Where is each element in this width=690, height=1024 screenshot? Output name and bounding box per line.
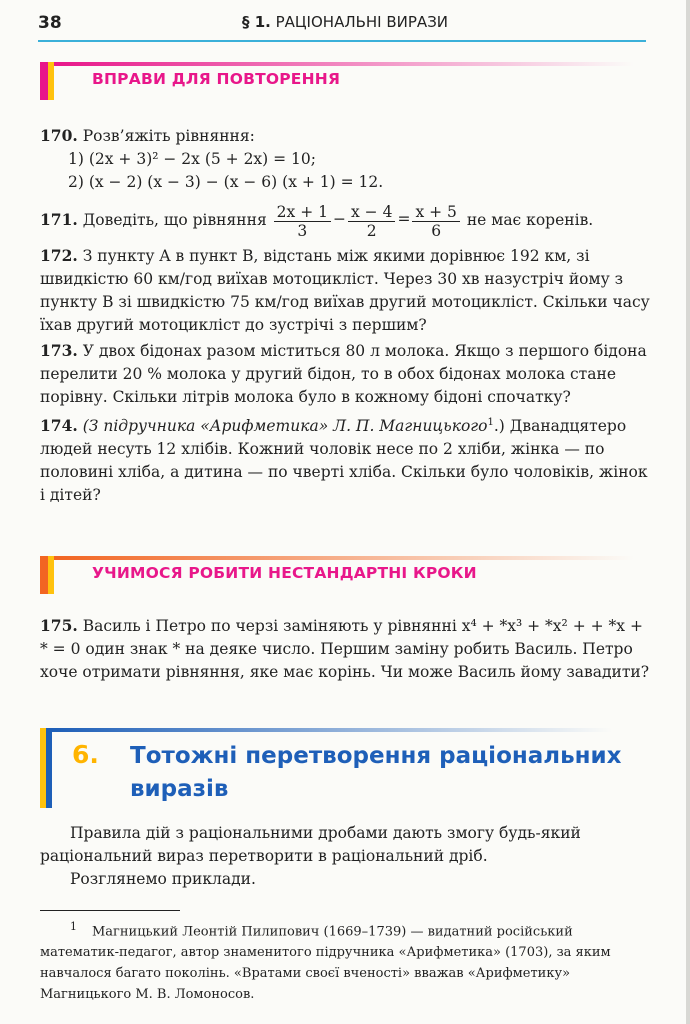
- paragraph: Розглянемо приклади.: [70, 870, 256, 888]
- fraction-3: [412, 203, 459, 240]
- exercise-text-tail: не має коренів.: [466, 211, 594, 229]
- banner-accent-bar: [40, 62, 54, 100]
- section-prefix: § 1.: [241, 13, 271, 31]
- exercise-number: 174.: [40, 416, 78, 436]
- exercise-text: Василь і Петро по черзі заміняють у рівнянні x⁴ + *x³ + *x² + + *x + * = 0 один знак * на деяке число. Першим заміну робить Василь. Петро хоче отримати рівняння, яке має корінь. Чи може Василь йому завадити?: [40, 617, 650, 681]
- exercise-text: Доведіть, що рівняння: [82, 211, 267, 229]
- exercise-number: 175.: [40, 616, 78, 635]
- exercise-source: (З підручника «Арифметика» Л. П. Магницького: [82, 417, 488, 436]
- footnote-rule: [40, 910, 180, 911]
- chapter-accent-bar: [40, 728, 52, 808]
- page-header: [0, 0, 690, 44]
- exercise-175: [40, 614, 652, 684]
- section-title: РАЦІОНАЛЬНІ ВИРАЗИ: [275, 13, 449, 31]
- fraction-numerator: 2x + 1: [274, 203, 331, 222]
- footnote-mark: 1: [70, 920, 77, 933]
- fraction-numerator: x + 5: [412, 203, 459, 222]
- paragraph: Правила дій з раціональними дробами дають змогу будь-який раціональний вираз перетворити в раціональний дріб.: [40, 824, 581, 865]
- fraction-numerator: x − 4: [348, 203, 395, 222]
- chapter-title: Тотожні перетворення раціональних виразів: [130, 743, 622, 802]
- section-heading: [0, 13, 690, 31]
- exercise-171: [40, 198, 652, 242]
- banner-stripe: [54, 62, 634, 66]
- exercise-number: 170.: [40, 126, 78, 145]
- footnote: [40, 916, 652, 1005]
- equals-sign: =: [397, 210, 411, 228]
- exercise-text: Дванадцятеро людей несуть 12 хлібів. Кожний чоловік несе по 2 хліби, жінка — по половині хліба, а дитина — по чверті хліба. Скільки було чоловіків, жінок і дітей?: [40, 417, 648, 505]
- page-edge: [686, 0, 690, 1024]
- banner-accent-bar: [40, 556, 54, 594]
- exercise-number: 171.: [40, 210, 78, 229]
- fraction-2: [348, 203, 395, 240]
- exercise-170-part-1: 1) (2x + 3)² − 2x (5 + 2x) = 10;: [68, 150, 317, 168]
- minus-sign: −: [332, 210, 346, 228]
- header-rule: [38, 40, 646, 42]
- exercise-source-close: .): [493, 417, 505, 436]
- fraction-1: [274, 203, 331, 240]
- nonstandard-banner-title: УЧИМОСЯ РОБИТИ НЕСТАНДАРТНІ КРОКИ: [92, 564, 477, 582]
- exercise-170-part-2: 2) (x − 2) (x − 3) − (x − 6) (x + 1) = 12.: [68, 173, 384, 191]
- exercise-number: 172.: [40, 246, 78, 265]
- fraction-denominator: 6: [431, 221, 442, 240]
- exercise-170: [40, 124, 652, 194]
- fraction-denominator: 2: [366, 221, 377, 240]
- exercise-173: [40, 339, 652, 409]
- banner-stripe: [54, 556, 634, 560]
- review-exercises: [40, 124, 652, 507]
- fraction-denominator: 3: [297, 221, 308, 240]
- exercise-172: [40, 244, 652, 337]
- footnote-ref: 1: [487, 417, 494, 428]
- exercise-text: Розв’яжіть рівняння:: [82, 127, 255, 145]
- nonstandard-exercises: [40, 614, 652, 684]
- exercise-text: З пункту A в пункт B, відстань між якими дорівнює 192 км, зі швидкістю 60 км/год виїхав мотоцикліст. Через 30 хв назустріч йому з пункту B зі швидкістю 75 км/год виїхав другий мотоцикліст. Скільки часу їхав другий мотоцикліст до зустрічі з першим?: [40, 247, 650, 334]
- page-number: 38: [38, 13, 62, 33]
- exercise-number: 173.: [40, 341, 78, 360]
- chapter-body: [40, 822, 652, 891]
- exercise-174: [40, 411, 652, 507]
- chapter-number: 6.: [72, 740, 99, 769]
- exercise-text: У двох бідонах разом міститься 80 л молока. Якщо з першого бідона перелити 20 % молока у другий бідон, то в обох бідонах молока стане порівну. Скільки літрів молока було в кожному бідоні спочатку?: [40, 342, 647, 406]
- footnote-text: Магницький Леонтій Пилипович (1669–1739) — видатний російський математик-педагог, автор знаменитого підручника «Арифметика» (1703), за яким навчалося багато поколінь. «Вратами своєї вченості» вважав «Арифметику» Магницького М. В. Ломоносов.: [40, 924, 611, 1003]
- chapter-stripe: [52, 728, 612, 732]
- review-banner-title: ВПРАВИ ДЛЯ ПОВТОРЕННЯ: [92, 70, 341, 88]
